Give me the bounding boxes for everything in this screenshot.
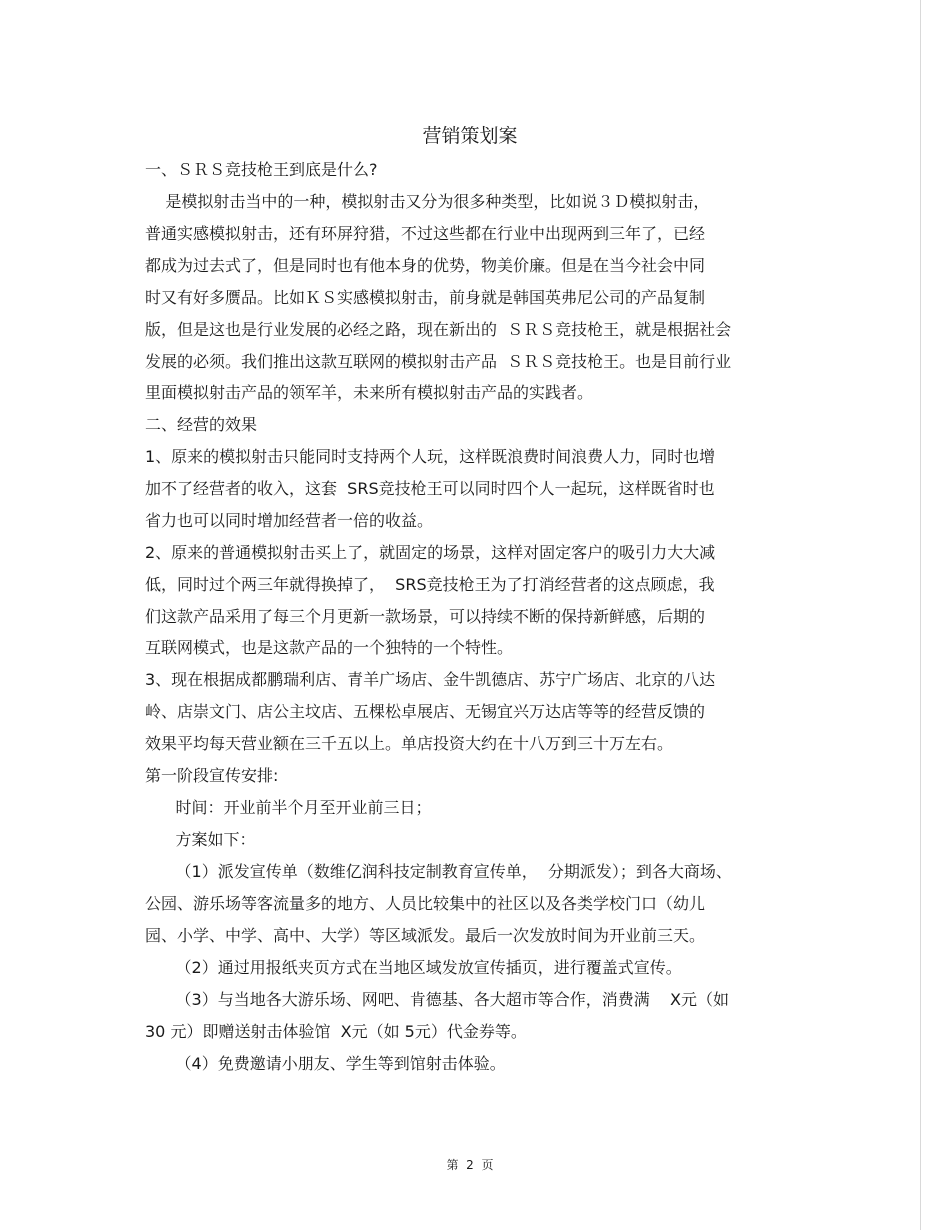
list-item-line: 互联网模式，也是这款产品的一个独特的一个特性。	[145, 638, 514, 657]
heading-1: 一、ＳＲＳ竞技枪王到底是什么?	[145, 160, 378, 179]
list-item-line: 效果平均每天营业额在三千五以上。单店投资大约在十八万到三十万左右。	[145, 734, 674, 753]
paragraph-line: 里面模拟射击产品的领军羊，未来所有模拟射击产品的实践者。	[145, 383, 594, 402]
paragraph-line: 版，但是这也是行业发展的必经之路，现在新出的 ＳＲＳ竞技枪王，就是根据社会	[145, 320, 732, 339]
paragraph-line: 发展的必须。我们推出这款互联网的模拟射击产品 ＳＲＳ竞技枪王。也是目前行业	[145, 352, 732, 371]
list-item-line: 3、现在根据成都鹏瑞利店、青羊广场店、金牛凯德店、苏宁广场店、北京的八达	[145, 670, 716, 689]
list-item-line: 省力也可以同时增加经营者一倍的收益。	[145, 511, 434, 530]
plan-heading: 方案如下：	[145, 830, 256, 849]
plan-item-line: （2）通过用报纸夹页方式在当地区域发放宣传插页，进行覆盖式宣传。	[145, 958, 682, 977]
page-number: 第 2 页	[446, 1158, 494, 1172]
plan-item-line: （4）免费邀请小朋友、学生等到馆射击体验。	[145, 1054, 506, 1073]
paragraph-line: 时又有好多赝品。比如ＫＳ实感模拟射击，前身就是韩国英弗尼公司的产品复制	[145, 288, 706, 307]
document-title: 营销策划案	[422, 125, 518, 147]
plan-item-line: 园、小学、中学、高中、大学）等区域派发。最后一次发放时间为开业前三天。	[145, 926, 706, 945]
heading-3: 第一阶段宣传安排:	[145, 766, 279, 785]
schedule-time: 时间：开业前半个月至开业前三日；	[145, 798, 432, 817]
list-item-line: 低，同时过个两三年就得换掉了， SRS竞技枪王为了打消经营者的这点顾虑，我	[145, 575, 715, 594]
paragraph-line: 都成为过去式了，但是同时也有他本身的优势，物美价廉。但是在当今社会中同	[145, 256, 706, 275]
list-item-line: 1、原来的模拟射击只能同时支持两个人玩，这样既浪费时间浪费人力，同时也增	[145, 447, 716, 466]
list-item-line: 加不了经营者的收入，这套 SRS竞技枪王可以同时四个人一起玩，这样既省时也	[145, 479, 715, 498]
plan-item-line: 30 元）即赠送射击体验馆 X元（如 5元）代金券等。	[145, 1022, 527, 1041]
paragraph-line: 是模拟射击当中的一种，模拟射击又分为很多种类型，比如说３Ｄ模拟射击，	[145, 192, 710, 211]
list-item-line: 们这款产品采用了每三个月更新一款场景，可以持续不断的保持新鲜感，后期的	[145, 607, 706, 626]
plan-item-line: 公园、游乐场等客流量多的地方、人员比较集中的社区以及各类学校门口（幼儿	[145, 894, 706, 913]
page-edge	[920, 0, 921, 1230]
paragraph-line: 普通实感模拟射击，还有环屏狩猎，不过这些都在行业中出现两到三年了，已经	[145, 224, 706, 243]
list-item-line: 2、原来的普通模拟射击买上了，就固定的场景，这样对固定客户的吸引力大大减	[145, 543, 716, 562]
plan-item-line: （3）与当地各大游乐场、网吧、肯德基、各大超市等合作，消费满 X元（如	[145, 990, 730, 1009]
plan-item-line: （1）派发宣传单（数维亿润科技定制教育宣传单， 分期派发）；到各大商场、	[145, 862, 732, 881]
list-item-line: 岭、店崇文门、店公主坟店、五棵松卓展店、无锡宜兴万达店等等的经营反馈的	[145, 702, 706, 721]
heading-2: 二、经营的效果	[145, 415, 258, 434]
